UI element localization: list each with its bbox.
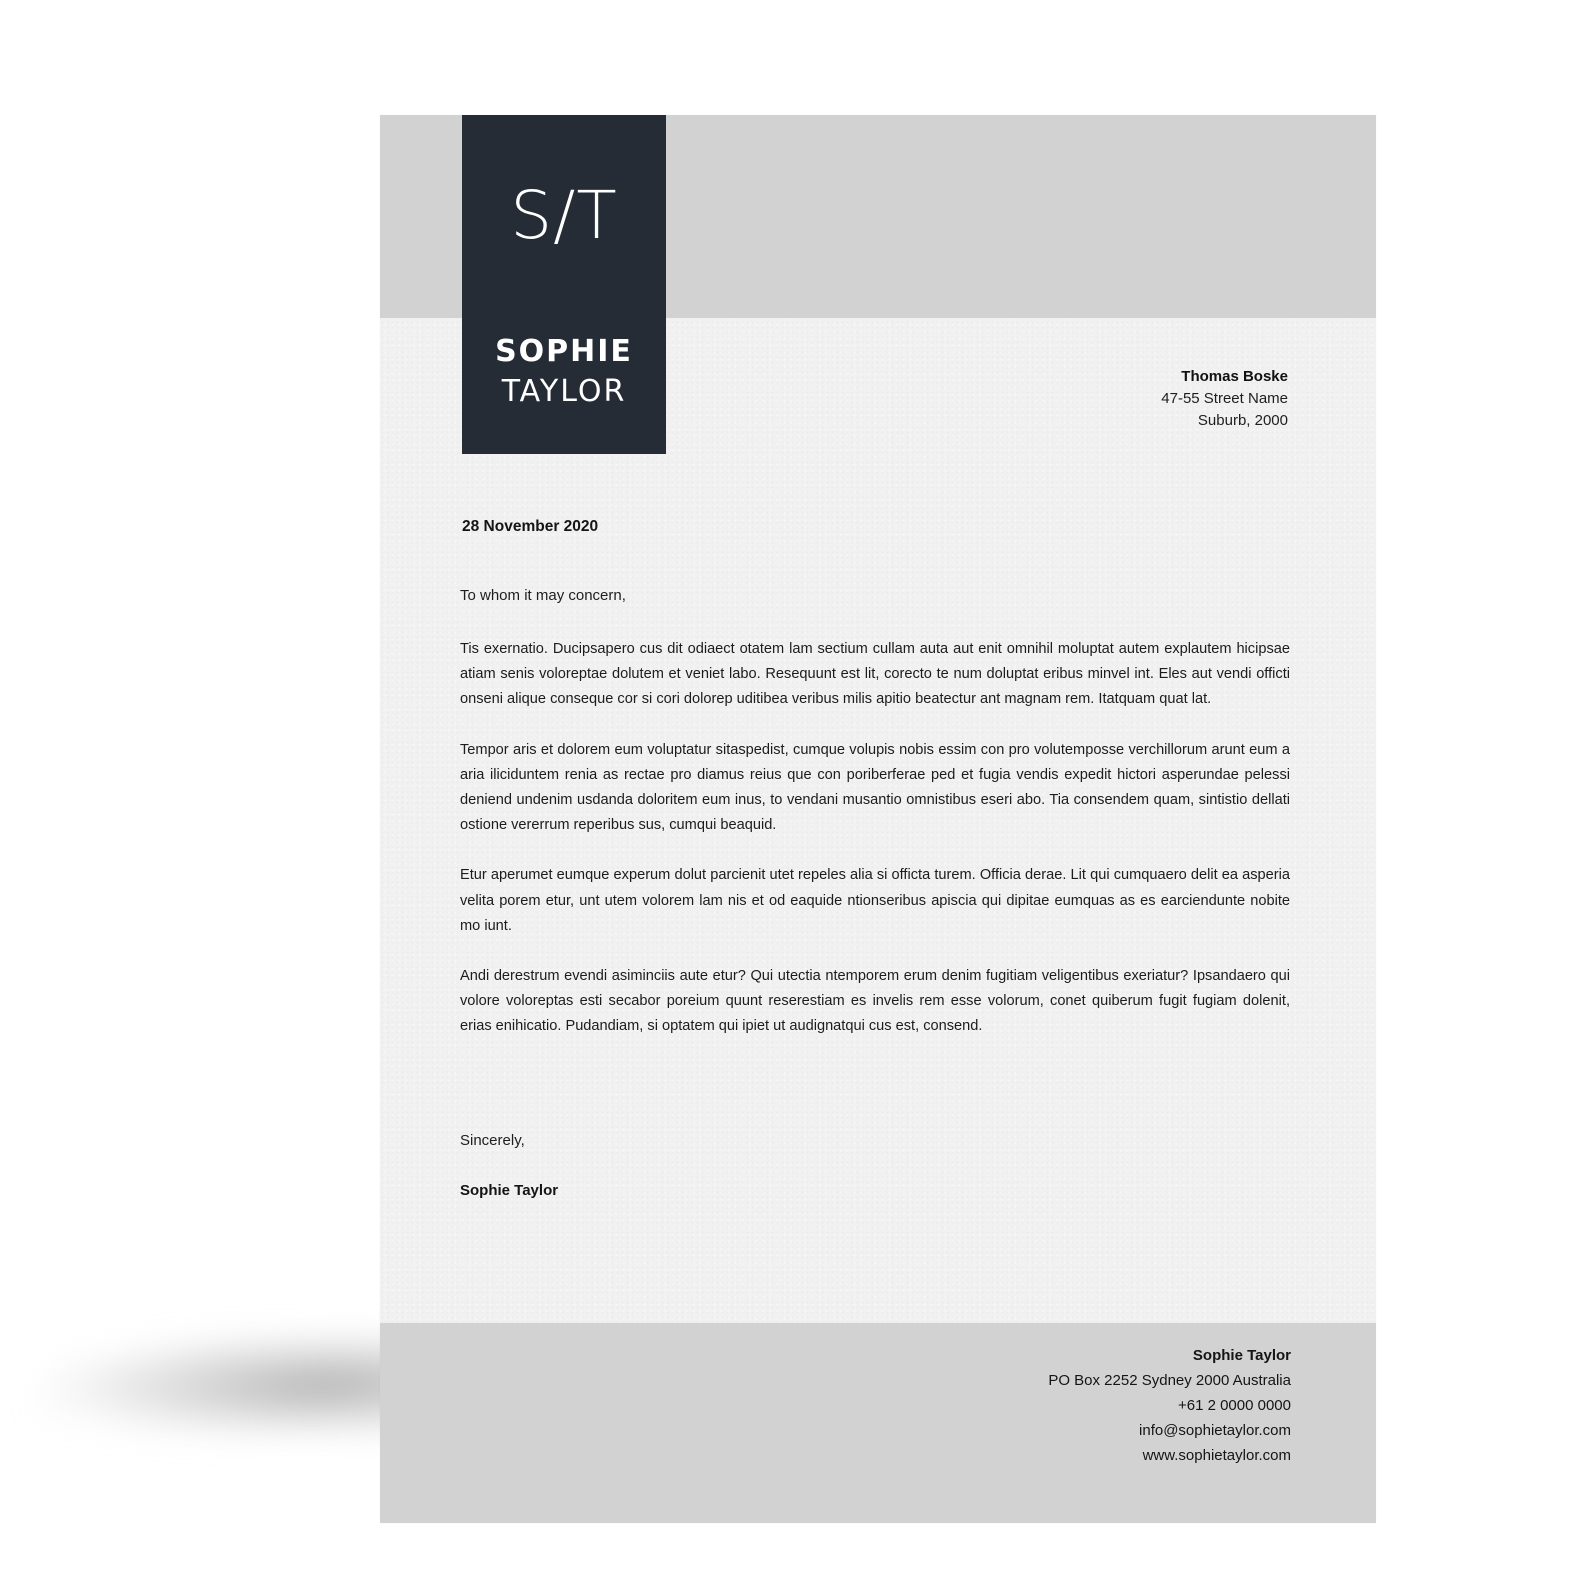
logo-first-name: SOPHIE <box>495 334 633 369</box>
footer-phone: +61 2 0000 0000 <box>1177 1397 1291 1414</box>
letter-date: 28 November 2020 <box>462 518 599 535</box>
body-paragraph: Tempor aris et dolorem eum voluptatur sitaspedist, cumque volupis nobis essim con pro volutemposse verchillorum arunt eum a aria iliciduntem renia as rectae pro diamus reius que con poriberferae ped et fugia vendis expedit hictori asperundae pelessi deniend undenim usdanda doloritem eum inus, to vendani musantio omnistibus eseri abo. Tia consendem quam, sintistio dellati ostione vererrum reperibus sus, cumqui beaquid. <box>460 741 1290 834</box>
footer-contact <box>1048 1343 1291 1468</box>
footer-address: PO Box 2252 Sydney 2000 Australia <box>1048 1372 1291 1389</box>
sheet-shadow <box>22 1330 438 1440</box>
logo-last-name: TAYLOR <box>501 374 627 409</box>
letter-signature: Sophie Taylor <box>460 1182 559 1199</box>
letter-body <box>460 637 1290 1065</box>
recipient-address-line2: Suburb, 2000 <box>1197 412 1288 429</box>
body-paragraph: Tis exernatio. Ducipsapero cus dit odiaect otatem lam sectium cullam auta aut enit omnihil moluptat autem explautem hicipsae atiam senis voloreptae dolutem et veniet labo. Resequunt est lit, corecto te num doluptat eribus minvel int. Eles aut vendi officti onseni alique conseque cor si cori dolorep uditibea veribus milis apitio beatectur ant magnam rem. Itatquam quat lat. <box>460 641 1290 708</box>
letter-closing: Sincerely, <box>460 1132 525 1149</box>
recipient-name: Thomas Boske <box>1181 368 1288 385</box>
letter-greeting: To whom it may concern, <box>460 587 626 604</box>
logo-block <box>462 115 666 454</box>
footer-name: Sophie Taylor <box>1192 1347 1291 1364</box>
body-paragraph: Andi derestrum evendi asiminciis aute etur? Qui utectia ntemporem erum denim fugitiam veligentibus exeriatur? Ipsandaero qui volore voloreptas esti secabor poreium quunt reserestiam es invelis rem esse volorum, conet quiberum fugit fugiam dolenit, erias enihicatio. Pudandiam, si optatem qui ipiet ut audignatqui cus est, consend. <box>460 968 1290 1035</box>
logo-monogram: S/T <box>510 177 618 254</box>
footer-website: www.sophietaylor.com <box>1142 1447 1291 1464</box>
letterhead-sheet <box>380 115 1376 1523</box>
body-paragraph: Etur aperumet eumque experum dolut parcienit utet repeles alia si officta turem. Officia derae. Lit qui cumquaero delit ea asperia velita porem etur, unt utem volorem lam nis et od eaquide ntionseribus apiscia qui dipitae eumquas as es earciendunte nobite mo iunt. <box>460 867 1290 934</box>
footer-email: info@sophietaylor.com <box>1139 1422 1291 1439</box>
recipient-address-line1: 47-55 Street Name <box>1161 390 1288 407</box>
recipient-address <box>1161 366 1288 432</box>
